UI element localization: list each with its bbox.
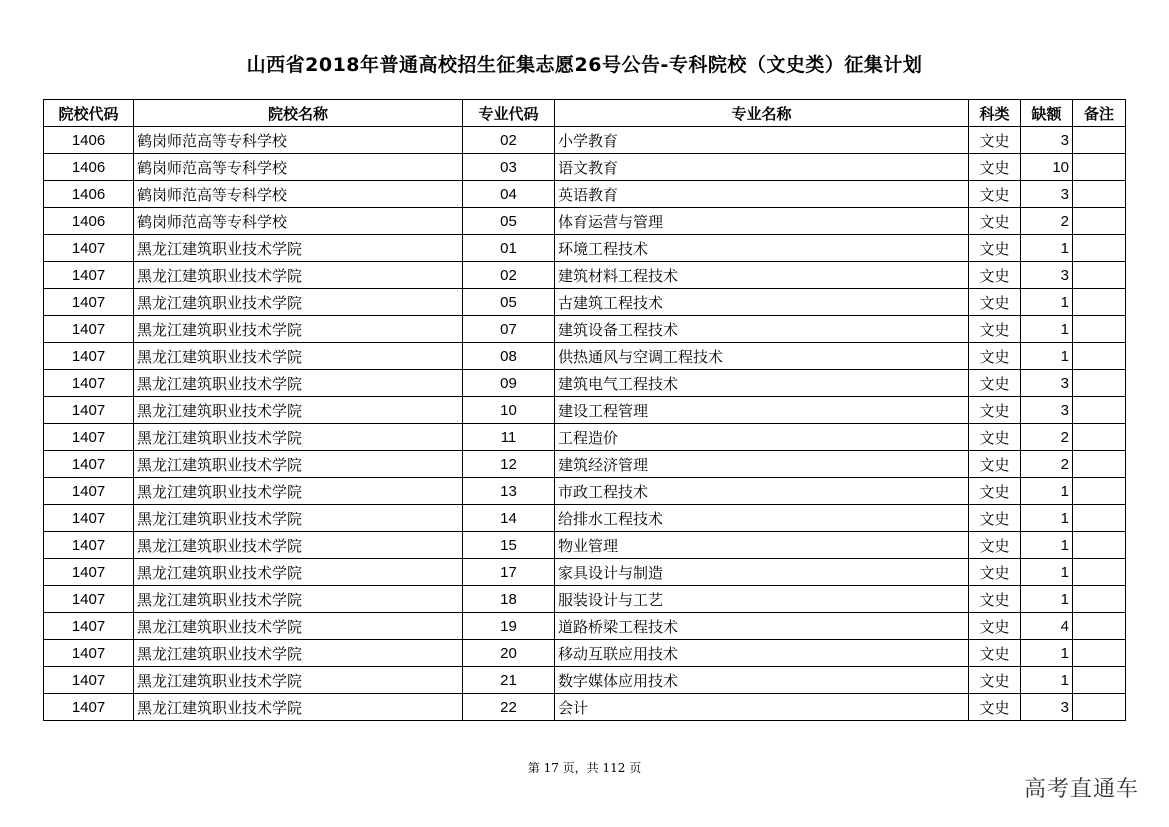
table-row xyxy=(44,370,1126,397)
table-row xyxy=(44,343,1126,370)
vacancy-cell: 1 xyxy=(1021,640,1073,667)
major-name-cell: 建筑经济管理 xyxy=(555,451,969,478)
major-name-cell: 语文教育 xyxy=(555,154,969,181)
watermark: 高考直通车 xyxy=(1023,777,1139,802)
major-name-cell: 工程造价 xyxy=(555,424,969,451)
vacancy-cell: 1 xyxy=(1021,505,1073,532)
major-code-cell: 21 xyxy=(463,667,555,694)
table-row xyxy=(44,208,1126,235)
table-row xyxy=(44,559,1126,586)
category-cell: 文史 xyxy=(969,370,1021,397)
major-code-cell: 17 xyxy=(463,559,555,586)
table-row xyxy=(44,127,1126,154)
category-cell: 文史 xyxy=(969,640,1021,667)
category-cell: 文史 xyxy=(969,586,1021,613)
vacancy-cell: 1 xyxy=(1021,559,1073,586)
remarks-cell xyxy=(1073,208,1126,235)
major-code-cell: 11 xyxy=(463,424,555,451)
remarks-cell xyxy=(1073,478,1126,505)
category-cell: 文史 xyxy=(969,181,1021,208)
vacancy-cell: 3 xyxy=(1021,397,1073,424)
remarks-cell xyxy=(1073,586,1126,613)
school-code-cell: 1406 xyxy=(44,208,134,235)
category-cell: 文史 xyxy=(969,478,1021,505)
remarks-cell xyxy=(1073,316,1126,343)
vacancy-cell: 1 xyxy=(1021,586,1073,613)
table-row xyxy=(44,586,1126,613)
table-row xyxy=(44,451,1126,478)
major-name-cell: 市政工程技术 xyxy=(555,478,969,505)
major-name-cell: 建筑设备工程技术 xyxy=(555,316,969,343)
remarks-cell xyxy=(1073,235,1126,262)
remarks-cell xyxy=(1073,694,1126,721)
category-cell: 文史 xyxy=(969,343,1021,370)
remarks-cell xyxy=(1073,289,1126,316)
school-code-cell: 1407 xyxy=(44,262,134,289)
school-code-cell: 1407 xyxy=(44,640,134,667)
school-name-cell: 黑龙江建筑职业技术学院 xyxy=(134,613,463,640)
remarks-cell xyxy=(1073,640,1126,667)
school-name-cell: 黑龙江建筑职业技术学院 xyxy=(134,532,463,559)
major-code-cell: 07 xyxy=(463,316,555,343)
vacancy-cell: 1 xyxy=(1021,667,1073,694)
major-name-cell: 小学教育 xyxy=(555,127,969,154)
major-code-cell: 12 xyxy=(463,451,555,478)
major-code-cell: 20 xyxy=(463,640,555,667)
major-name-cell: 建筑材料工程技术 xyxy=(555,262,969,289)
school-code-cell: 1407 xyxy=(44,505,134,532)
major-code-cell: 09 xyxy=(463,370,555,397)
category-cell: 文史 xyxy=(969,559,1021,586)
school-code-cell: 1407 xyxy=(44,451,134,478)
table-row xyxy=(44,532,1126,559)
school-code-cell: 1407 xyxy=(44,316,134,343)
remarks-cell xyxy=(1073,532,1126,559)
vacancy-cell: 10 xyxy=(1021,154,1073,181)
school-name-cell: 黑龙江建筑职业技术学院 xyxy=(134,370,463,397)
school-name-cell: 黑龙江建筑职业技术学院 xyxy=(134,289,463,316)
major-code-cell: 05 xyxy=(463,289,555,316)
category-cell: 文史 xyxy=(969,289,1021,316)
table-row xyxy=(44,613,1126,640)
major-code-cell: 02 xyxy=(463,127,555,154)
school-name-cell: 黑龙江建筑职业技术学院 xyxy=(134,505,463,532)
category-cell: 文史 xyxy=(969,532,1021,559)
major-name-cell: 物业管理 xyxy=(555,532,969,559)
remarks-cell xyxy=(1073,667,1126,694)
major-name-cell: 家具设计与制造 xyxy=(555,559,969,586)
table-row xyxy=(44,667,1126,694)
vacancy-cell: 1 xyxy=(1021,343,1073,370)
school-code-cell: 1407 xyxy=(44,343,134,370)
table-row xyxy=(44,262,1126,289)
vacancy-cell: 2 xyxy=(1021,451,1073,478)
school-name-cell: 黑龙江建筑职业技术学院 xyxy=(134,343,463,370)
school-code-cell: 1406 xyxy=(44,154,134,181)
category-cell: 文史 xyxy=(969,424,1021,451)
table-row xyxy=(44,289,1126,316)
table-row xyxy=(44,235,1126,262)
school-name-cell: 黑龙江建筑职业技术学院 xyxy=(134,262,463,289)
school-code-cell: 1407 xyxy=(44,559,134,586)
school-name-cell: 黑龙江建筑职业技术学院 xyxy=(134,694,463,721)
major-code-cell: 18 xyxy=(463,586,555,613)
major-code-cell: 05 xyxy=(463,208,555,235)
table-header-row xyxy=(44,100,1126,127)
school-code-cell: 1407 xyxy=(44,289,134,316)
school-code-cell: 1407 xyxy=(44,370,134,397)
page-footer: 第 17 页，共 112 页 xyxy=(527,761,642,775)
header-school-code: 院校代码 xyxy=(44,100,134,127)
vacancy-cell: 4 xyxy=(1021,613,1073,640)
major-name-cell: 古建筑工程技术 xyxy=(555,289,969,316)
remarks-cell xyxy=(1073,424,1126,451)
school-name-cell: 黑龙江建筑职业技术学院 xyxy=(134,559,463,586)
major-code-cell: 13 xyxy=(463,478,555,505)
school-name-cell: 鹤岗师范高等专科学校 xyxy=(134,127,463,154)
category-cell: 文史 xyxy=(969,262,1021,289)
vacancy-cell: 1 xyxy=(1021,478,1073,505)
vacancy-cell: 2 xyxy=(1021,424,1073,451)
remarks-cell xyxy=(1073,343,1126,370)
major-code-cell: 03 xyxy=(463,154,555,181)
remarks-cell xyxy=(1073,127,1126,154)
remarks-cell xyxy=(1073,154,1126,181)
vacancy-cell: 1 xyxy=(1021,532,1073,559)
school-name-cell: 鹤岗师范高等专科学校 xyxy=(134,181,463,208)
school-name-cell: 黑龙江建筑职业技术学院 xyxy=(134,640,463,667)
vacancy-cell: 2 xyxy=(1021,208,1073,235)
school-name-cell: 黑龙江建筑职业技术学院 xyxy=(134,424,463,451)
major-code-cell: 14 xyxy=(463,505,555,532)
remarks-cell xyxy=(1073,397,1126,424)
category-cell: 文史 xyxy=(969,235,1021,262)
vacancy-cell: 1 xyxy=(1021,289,1073,316)
major-code-cell: 15 xyxy=(463,532,555,559)
category-cell: 文史 xyxy=(969,667,1021,694)
school-code-cell: 1407 xyxy=(44,235,134,262)
category-cell: 文史 xyxy=(969,613,1021,640)
vacancy-cell: 3 xyxy=(1021,262,1073,289)
vacancy-cell: 3 xyxy=(1021,370,1073,397)
major-code-cell: 22 xyxy=(463,694,555,721)
school-code-cell: 1406 xyxy=(44,127,134,154)
header-category: 科类 xyxy=(969,100,1021,127)
vacancy-cell: 1 xyxy=(1021,235,1073,262)
vacancy-cell: 3 xyxy=(1021,694,1073,721)
category-cell: 文史 xyxy=(969,154,1021,181)
major-name-cell: 体育运营与管理 xyxy=(555,208,969,235)
school-name-cell: 黑龙江建筑职业技术学院 xyxy=(134,397,463,424)
school-name-cell: 黑龙江建筑职业技术学院 xyxy=(134,451,463,478)
major-code-cell: 08 xyxy=(463,343,555,370)
school-code-cell: 1407 xyxy=(44,667,134,694)
vacancy-cell: 1 xyxy=(1021,316,1073,343)
major-name-cell: 移动互联应用技术 xyxy=(555,640,969,667)
enrollment-plan-table xyxy=(43,99,1126,721)
remarks-cell xyxy=(1073,559,1126,586)
school-code-cell: 1407 xyxy=(44,586,134,613)
major-name-cell: 会计 xyxy=(555,694,969,721)
major-code-cell: 01 xyxy=(463,235,555,262)
category-cell: 文史 xyxy=(969,397,1021,424)
vacancy-cell: 3 xyxy=(1021,181,1073,208)
table-row xyxy=(44,424,1126,451)
table-row xyxy=(44,181,1126,208)
remarks-cell xyxy=(1073,370,1126,397)
remarks-cell xyxy=(1073,262,1126,289)
remarks-cell xyxy=(1073,505,1126,532)
table-row xyxy=(44,640,1126,667)
header-vacancy: 缺额 xyxy=(1021,100,1073,127)
category-cell: 文史 xyxy=(969,208,1021,235)
major-code-cell: 02 xyxy=(463,262,555,289)
header-remarks: 备注 xyxy=(1073,100,1126,127)
major-name-cell: 英语教育 xyxy=(555,181,969,208)
category-cell: 文史 xyxy=(969,316,1021,343)
table-row xyxy=(44,505,1126,532)
table-row xyxy=(44,397,1126,424)
school-name-cell: 黑龙江建筑职业技术学院 xyxy=(134,316,463,343)
school-code-cell: 1407 xyxy=(44,424,134,451)
page-title: 山西省2018年普通高校招生征集志愿26号公告-专科院校（文史类）征集计划 xyxy=(246,54,923,76)
school-name-cell: 黑龙江建筑职业技术学院 xyxy=(134,478,463,505)
school-name-cell: 黑龙江建筑职业技术学院 xyxy=(134,586,463,613)
major-name-cell: 供热通风与空调工程技术 xyxy=(555,343,969,370)
header-major-name: 专业名称 xyxy=(555,100,969,127)
school-name-cell: 黑龙江建筑职业技术学院 xyxy=(134,667,463,694)
major-name-cell: 建设工程管理 xyxy=(555,397,969,424)
school-code-cell: 1406 xyxy=(44,181,134,208)
major-name-cell: 道路桥梁工程技术 xyxy=(555,613,969,640)
major-code-cell: 04 xyxy=(463,181,555,208)
header-major-code: 专业代码 xyxy=(463,100,555,127)
school-code-cell: 1407 xyxy=(44,694,134,721)
table-row xyxy=(44,154,1126,181)
major-name-cell: 环境工程技术 xyxy=(555,235,969,262)
school-name-cell: 鹤岗师范高等专科学校 xyxy=(134,208,463,235)
remarks-cell xyxy=(1073,181,1126,208)
table-row xyxy=(44,694,1126,721)
school-code-cell: 1407 xyxy=(44,613,134,640)
remarks-cell xyxy=(1073,451,1126,478)
category-cell: 文史 xyxy=(969,451,1021,478)
school-name-cell: 黑龙江建筑职业技术学院 xyxy=(134,235,463,262)
major-code-cell: 10 xyxy=(463,397,555,424)
school-code-cell: 1407 xyxy=(44,478,134,505)
major-name-cell: 给排水工程技术 xyxy=(555,505,969,532)
category-cell: 文史 xyxy=(969,505,1021,532)
header-school-name: 院校名称 xyxy=(134,100,463,127)
table-row xyxy=(44,478,1126,505)
table-row xyxy=(44,316,1126,343)
school-code-cell: 1407 xyxy=(44,397,134,424)
remarks-cell xyxy=(1073,613,1126,640)
school-name-cell: 鹤岗师范高等专科学校 xyxy=(134,154,463,181)
vacancy-cell: 3 xyxy=(1021,127,1073,154)
category-cell: 文史 xyxy=(969,127,1021,154)
school-code-cell: 1407 xyxy=(44,532,134,559)
major-code-cell: 19 xyxy=(463,613,555,640)
major-name-cell: 数字媒体应用技术 xyxy=(555,667,969,694)
major-name-cell: 服装设计与工艺 xyxy=(555,586,969,613)
major-name-cell: 建筑电气工程技术 xyxy=(555,370,969,397)
category-cell: 文史 xyxy=(969,694,1021,721)
